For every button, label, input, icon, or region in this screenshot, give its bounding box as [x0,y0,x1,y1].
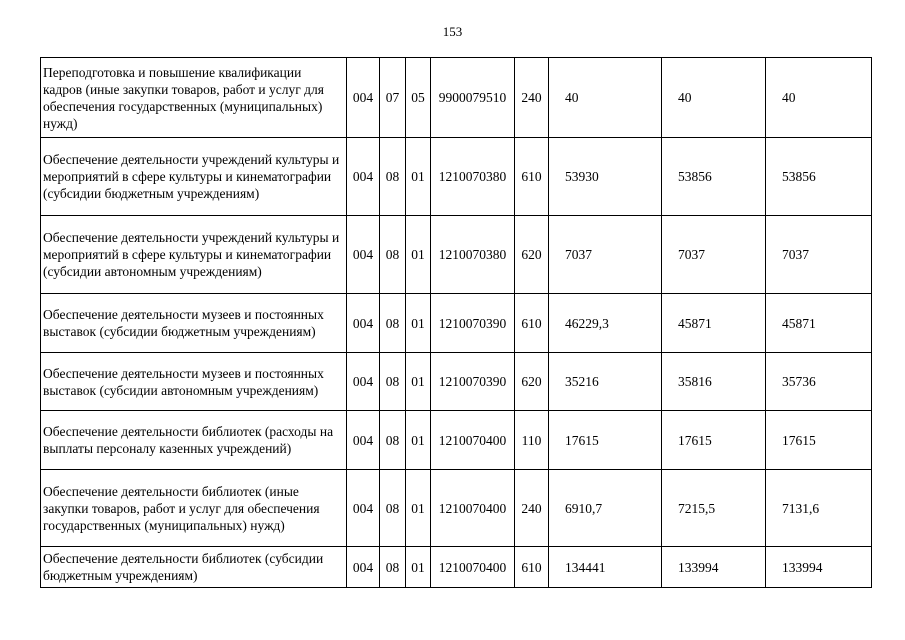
amount-year-2: 53856 [662,138,766,216]
section-code: 08 [380,547,406,588]
subsection-code: 01 [406,353,431,411]
target-article-code: 1210070390 [431,294,515,353]
amount-year-3: 7131,6 [766,470,872,547]
section-code: 07 [380,58,406,138]
table-row [41,58,872,138]
subsection-code: 01 [406,470,431,547]
expense-kind-code: 610 [515,294,549,353]
expense-name: Обеспечение деятельности библиотек (субсидии бюджетным учреждениям) [41,547,347,588]
amount-year-1: 6910,7 [549,470,662,547]
section-code: 08 [380,216,406,294]
amount-year-2: 133994 [662,547,766,588]
section-code: 08 [380,294,406,353]
amount-year-3: 53856 [766,138,872,216]
amount-year-1: 53930 [549,138,662,216]
subsection-code: 01 [406,216,431,294]
ministry-code: 004 [347,411,380,470]
amount-year-2: 17615 [662,411,766,470]
expense-kind-code: 610 [515,138,549,216]
ministry-code: 004 [347,353,380,411]
table-row [41,470,872,547]
expense-kind-code: 620 [515,353,549,411]
expense-name: Обеспечение деятельности учреждений культуры и мероприятий в сфере культуры и кинематографии (субсидии бюджетным учреждениям) [41,138,347,216]
ministry-code: 004 [347,470,380,547]
expense-kind-code: 240 [515,58,549,138]
section-code: 08 [380,411,406,470]
table-row [41,411,872,470]
ministry-code: 004 [347,547,380,588]
target-article-code: 1210070380 [431,216,515,294]
ministry-code: 004 [347,294,380,353]
expense-name: Обеспечение деятельности библиотек (иные закупки товаров, работ и услуг для обеспечения государственных (муниципальных) нужд) [41,470,347,547]
ministry-code: 004 [347,216,380,294]
amount-year-1: 17615 [549,411,662,470]
amount-year-3: 133994 [766,547,872,588]
amount-year-3: 7037 [766,216,872,294]
subsection-code: 05 [406,58,431,138]
amount-year-2: 40 [662,58,766,138]
amount-year-3: 40 [766,58,872,138]
table-row [41,547,872,588]
amount-year-1: 40 [549,58,662,138]
table-row [41,294,872,353]
amount-year-1: 134441 [549,547,662,588]
table-row [41,353,872,411]
target-article-code: 1210070390 [431,353,515,411]
amount-year-1: 46229,3 [549,294,662,353]
subsection-code: 01 [406,138,431,216]
ministry-code: 004 [347,58,380,138]
subsection-code: 01 [406,547,431,588]
expense-name: Обеспечение деятельности библиотек (расходы на выплаты персоналу казенных учреждений) [41,411,347,470]
expense-kind-code: 110 [515,411,549,470]
expense-kind-code: 240 [515,470,549,547]
expense-name: Обеспечение деятельности учреждений культуры и мероприятий в сфере культуры и кинематографии (субсидии автономным учреждениям) [41,216,347,294]
expense-name: Обеспечение деятельности музеев и постоянных выставок (субсидии автономным учреждениям) [41,353,347,411]
subsection-code: 01 [406,294,431,353]
amount-year-1: 7037 [549,216,662,294]
expense-name: Обеспечение деятельности музеев и постоянных выставок (субсидии бюджетным учреждениям) [41,294,347,353]
page-number: 153 [442,24,463,39]
section-code: 08 [380,138,406,216]
amount-year-3: 17615 [766,411,872,470]
subsection-code: 01 [406,411,431,470]
amount-year-2: 45871 [662,294,766,353]
amount-year-3: 45871 [766,294,872,353]
expense-kind-code: 610 [515,547,549,588]
target-article-code: 1210070380 [431,138,515,216]
budget-table [40,57,872,588]
ministry-code: 004 [347,138,380,216]
section-code: 08 [380,353,406,411]
amount-year-2: 35816 [662,353,766,411]
target-article-code: 1210070400 [431,470,515,547]
amount-year-1: 35216 [549,353,662,411]
expense-name: Переподготовка и повышение квалификации кадров (иные закупки товаров, работ и услуг для обеспечения государственных (муниципальных) нужд) [41,58,347,138]
section-code: 08 [380,470,406,547]
target-article-code: 1210070400 [431,547,515,588]
amount-year-2: 7215,5 [662,470,766,547]
expense-kind-code: 620 [515,216,549,294]
amount-year-2: 7037 [662,216,766,294]
table-row [41,216,872,294]
amount-year-3: 35736 [766,353,872,411]
target-article-code: 1210070400 [431,411,515,470]
target-article-code: 9900079510 [431,58,515,138]
table-row [41,138,872,216]
